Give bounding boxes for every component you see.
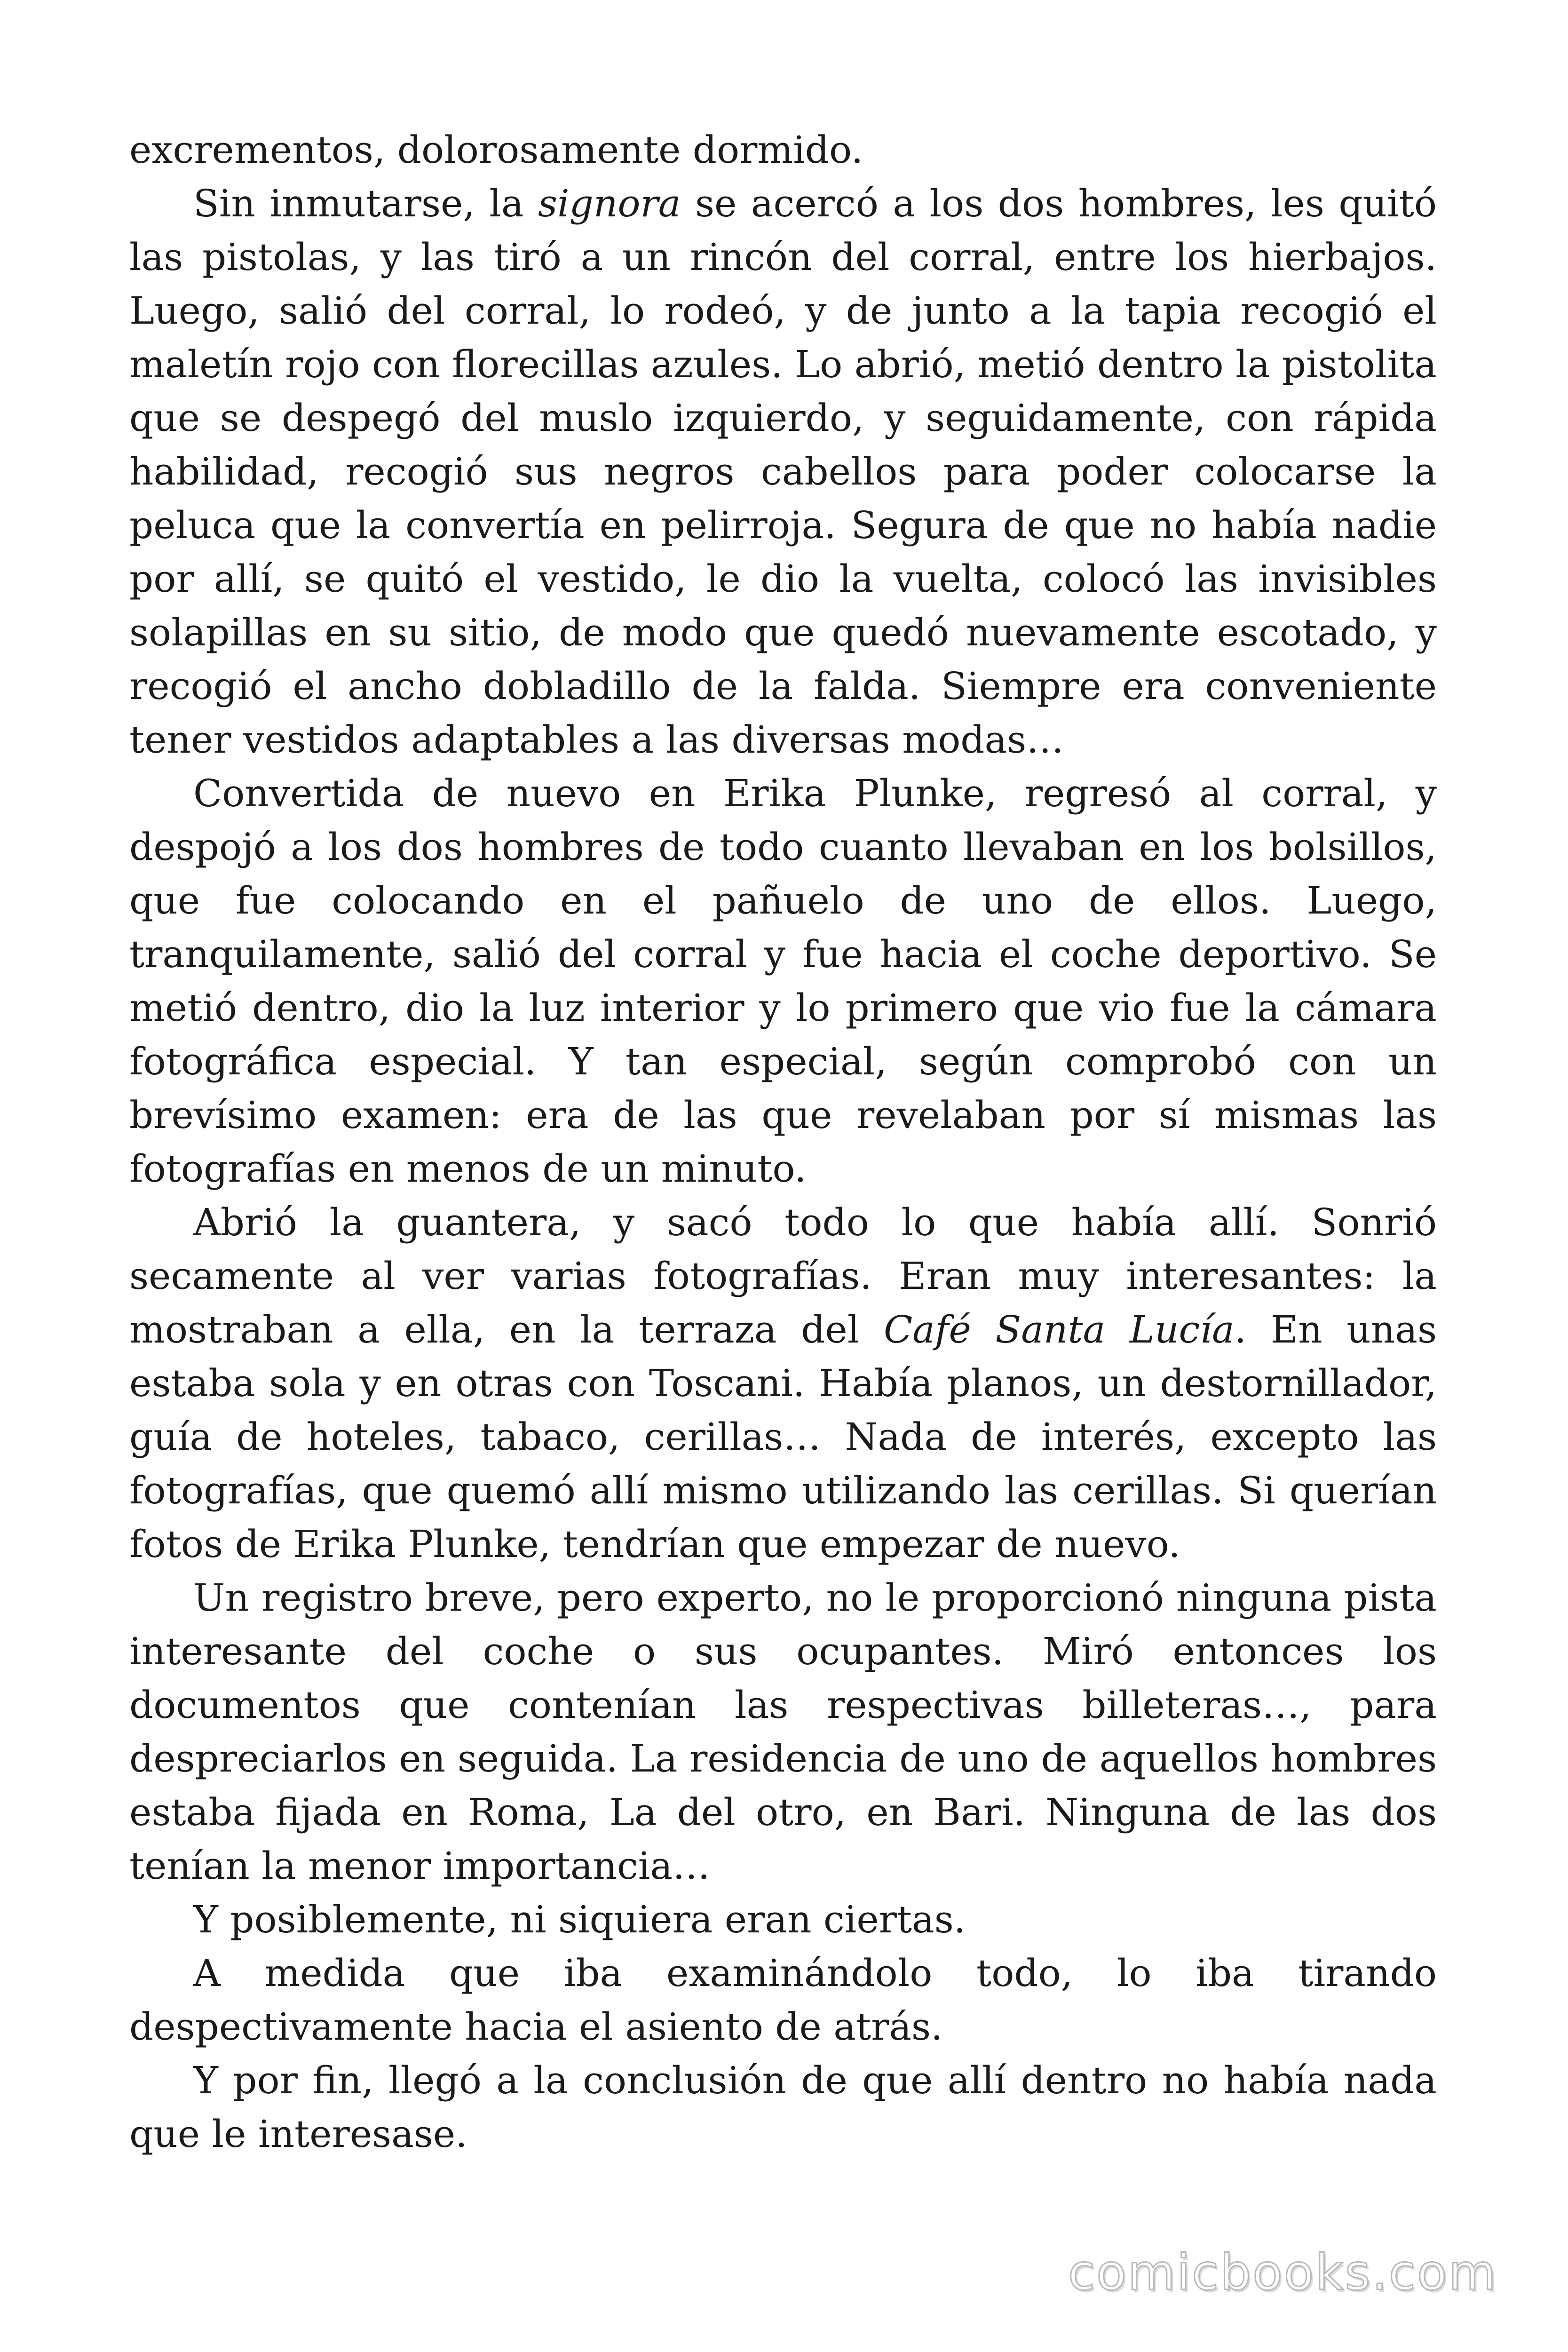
text-run: Abrió la guantera, y sacó todo lo que había allí. Sonrió secamente al ver varias fotografías. Eran muy interesantes: la mostraban a ella, en la terraza del (129, 1200, 1437, 1351)
paragraph (129, 123, 1437, 177)
italic-text: Café Santa Lucía (883, 1308, 1235, 1351)
text-run: Y posiblemente, ni siquiera eran ciertas. (193, 1898, 966, 1941)
italic-text: signora (538, 182, 681, 225)
paragraph (129, 177, 1437, 767)
text-run: Sin inmutarse, la (193, 182, 538, 225)
text-run: Convertida de nuevo en Erika Plunke, regresó al corral, y despojó a los dos hombres de todo cuanto llevaban en los bolsillos, que fue colocando en el pañuelo de uno de ellos. Luego, tranquilamente, salió del corral y fue hacia el coche deportivo. Se metió dentro, dio la luz interior y lo primero que vio fue la cámara fotográfica especial. Y tan especial, según comprobó con un brevísimo examen: era de las que revelaban por sí mismas las fotografías en menos de un minuto. (129, 771, 1437, 1191)
text-run: A medida que iba examinándolo todo, lo iba tirando despectivamente hacia el asiento de atrás. (129, 1951, 1437, 2049)
paragraph (129, 767, 1437, 1196)
paragraph (129, 1571, 1437, 1893)
text-run: . En unas estaba sola y en otras con Toscani. Había planos, un destornillador, guía de hoteles, tabaco, cerillas… Nada de interés, excepto las fotografías, que quemó allí mismo utilizando las cerillas. Si querían fotos de Erika Plunke, tendrían que empezar de nuevo. (129, 1308, 1437, 1566)
page-body-text (129, 123, 1437, 2161)
text-run: excrementos, dolorosamente dormido. (129, 128, 863, 172)
paragraph (129, 1947, 1437, 2054)
paragraph (129, 1893, 1437, 1947)
watermark-logo: comicbooks.com (1068, 2244, 1497, 2301)
paragraph (129, 1196, 1437, 1571)
text-run: Y por fin, llegó a la conclusión de que allí dentro no había nada que le interesase. (129, 2058, 1437, 2156)
paragraph (129, 2054, 1437, 2161)
text-run: Un registro breve, pero experto, no le proporcionó ninguna pista interesante del coche o sus ocupantes. Miró entonces los documentos que contenían las respectivas billeteras…, para despreciarlos en seguida. La residencia de uno de aquellos hombres estaba fijada en Roma, La del otro, en Bari. Ninguna de las dos tenían la menor importancia… (129, 1576, 1437, 1888)
text-run: se acercó a los dos hombres, les quitó las pistolas, y las tiró a un rincón del corral, entre los hierbajos. Luego, salió del corral, lo rodeó, y de junto a la tapia recogió el maletín rojo con florecillas azules. Lo abrió, metió dentro la pistolita que se despegó del muslo izquierdo, y seguidamente, con rápida habilidad, recogió sus negros cabellos para poder colocarse la peluca que la convertía en pelirroja. Segura de que no había nadie por allí, se quitó el vestido, le dio la vuelta, colocó las invisibles solapillas en su sitio, de modo que quedó nuevamente escotado, y recogió el ancho dobladillo de la falda. Siempre era conveniente tener vestidos adaptables a las diversas modas… (129, 182, 1437, 762)
